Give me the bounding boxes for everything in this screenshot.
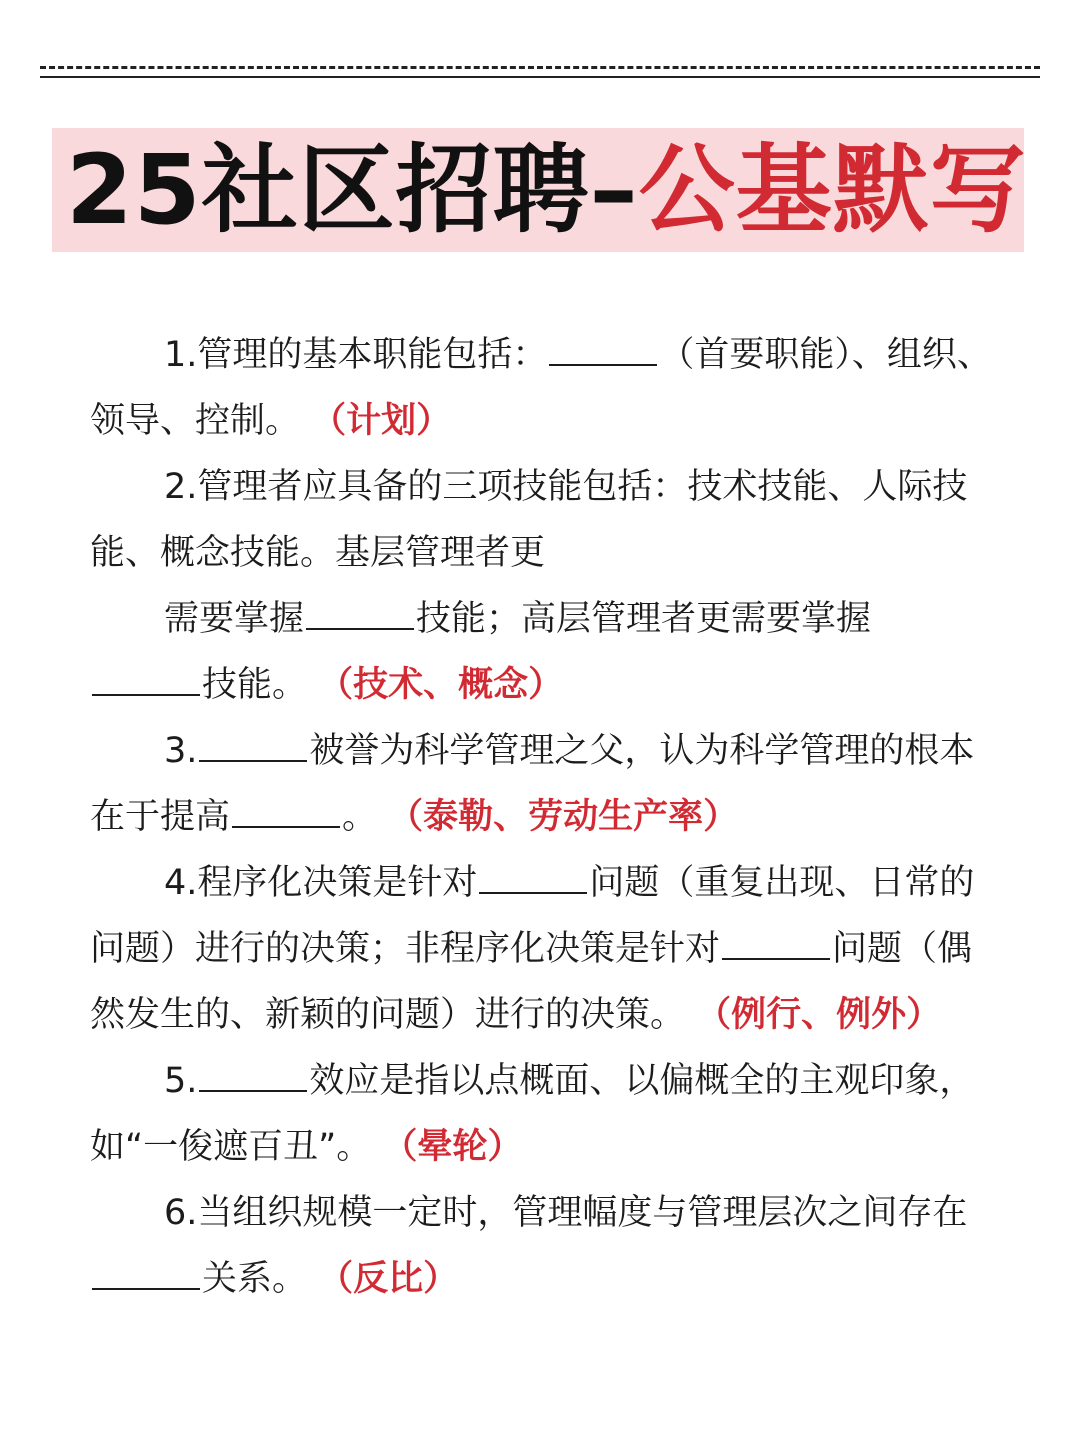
q4-prefix: 4.程序化决策是针对 xyxy=(164,863,478,903)
question-2-cont xyxy=(90,586,995,652)
question-1 xyxy=(90,322,995,454)
q5-answer: （晕轮） xyxy=(382,1127,523,1167)
fill-blank xyxy=(92,664,200,696)
question-2 xyxy=(90,454,995,586)
fill-blank xyxy=(306,598,414,630)
q1-answer: （计划） xyxy=(311,401,452,441)
q6-answer: （反比） xyxy=(318,1259,459,1299)
q2-text-c: 技能。 xyxy=(202,665,308,705)
top-dashed-divider xyxy=(40,66,1040,69)
fill-blank xyxy=(232,796,340,828)
page-title xyxy=(66,130,1026,250)
question-3 xyxy=(90,718,995,850)
fill-blank xyxy=(199,730,307,762)
q5-text: 效应是指以点概面、以偏概全的主观印象，如“一俊遮百丑”。 xyxy=(90,1061,975,1167)
q2-text-a: 需要掌握 xyxy=(164,599,305,639)
q6-prefix: 6.当组织规模一定时，管理幅度与管理层次之间存在 xyxy=(164,1193,968,1233)
question-4 xyxy=(90,850,995,1048)
q3-answer: （泰勒、劳动生产率） xyxy=(388,797,739,837)
q2-text-b: 技能；高层管理者更需要掌握 xyxy=(416,599,872,639)
fill-blank xyxy=(92,1258,200,1290)
q3-end: 。 xyxy=(342,797,378,837)
q1-text-after: （首要职能）、组织、领导、控制。 xyxy=(90,335,992,441)
q4-answer: （例行、例外） xyxy=(696,995,942,1035)
question-list xyxy=(90,322,995,1312)
question-6 xyxy=(90,1180,995,1312)
question-5 xyxy=(90,1048,995,1180)
q5-prefix: 5. xyxy=(164,1061,198,1101)
fill-blank xyxy=(549,334,657,366)
fill-blank xyxy=(479,862,587,894)
q2-answer: （技术、概念） xyxy=(318,665,564,705)
q1-text: 1.管理的基本职能包括： xyxy=(164,335,548,375)
title-part-red: 公基默写 xyxy=(638,134,1027,246)
fill-blank xyxy=(199,1060,307,1092)
top-solid-divider xyxy=(40,76,1040,78)
title-part-black: 25社区招聘– xyxy=(66,134,639,246)
question-2-end xyxy=(90,652,995,718)
q4-text-1: 问题（重复出现、日常的问题）进行的决策；非程序化决策是针对 xyxy=(90,863,975,969)
q6-end: 关系。 xyxy=(202,1259,308,1299)
q2-text: 2.管理者应具备的三项技能包括：技术技能、人际技能、概念技能。基层管理者更 xyxy=(90,467,968,573)
fill-blank xyxy=(722,928,830,960)
q3-prefix: 3. xyxy=(164,731,198,771)
q4-text-2: 问题（偶然发生的、新颖的问题）进行的决策。 xyxy=(90,929,973,1035)
q3-text: 被誉为科学管理之父，认为科学管理的根本在于提高 xyxy=(90,731,975,837)
